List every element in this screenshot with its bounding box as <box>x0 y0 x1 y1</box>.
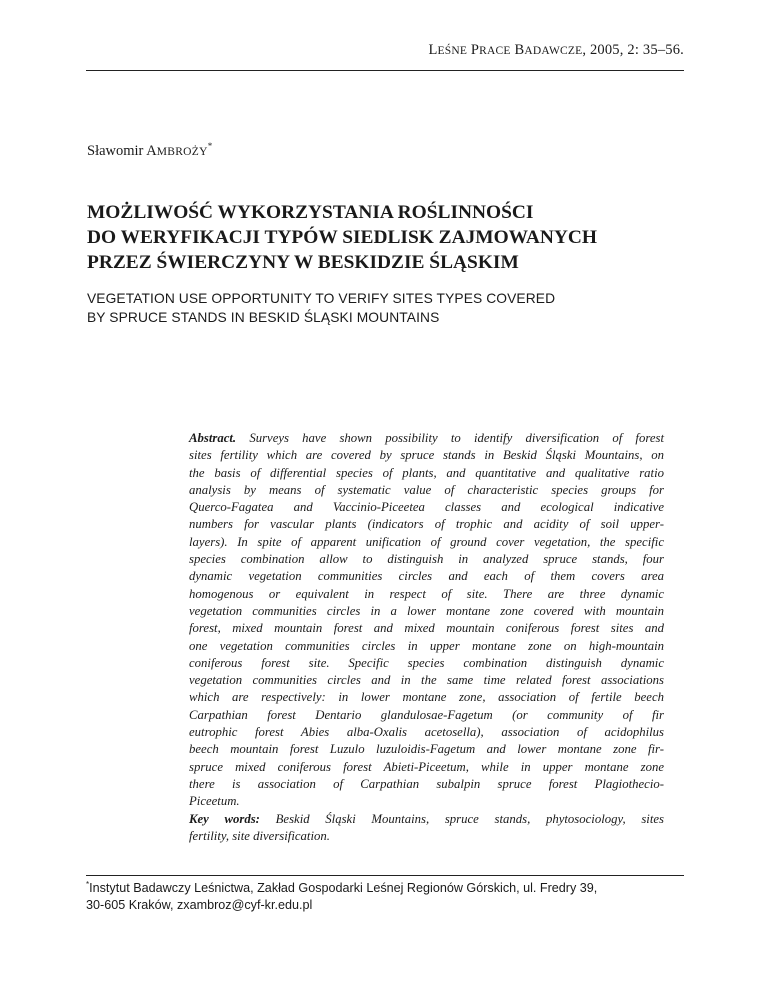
english-title-line-2: BY SPRUCE STANDS IN BESKID ŚLĄSKI MOUNTAINS <box>87 310 440 325</box>
running-head <box>86 41 684 60</box>
abstract-line: vegetation communities circles and in the same time related forest associations <box>189 673 664 688</box>
footnote-affiliation: Instytut Badawczy Leśnictwa, Zakład Gospodarki Leśnej Regionów Górskich, ul. Fredry 39, <box>89 881 598 895</box>
journal-citation: , 2005, 2: 35–56. <box>582 42 684 58</box>
keywords-first-line: Beskid Śląski Mountains, spruce stands, phytosociology, sites <box>275 811 664 826</box>
author-given-name: Sławomir <box>87 143 144 159</box>
title-line-3: PRZEZ ŚWIERCZYNY W BESKIDZIE ŚLĄSKIM <box>87 252 519 273</box>
abstract-line: numbers for vascular plants (indicators of trophic and acidity of soil upper- <box>189 517 664 532</box>
keywords-line <box>189 811 664 828</box>
footnote-line-1 <box>86 881 597 895</box>
abstract-line: which are respectively: in lower montane zone, association of fertile beech <box>189 690 664 705</box>
journal-name-b: B <box>514 42 525 58</box>
abstract-line: eutrophic forest Abies alba-Oxalis acetosella), association of acidophilus <box>189 725 664 740</box>
abstract-line: dynamic vegetation communities circles and each of them covers area <box>189 569 664 584</box>
keywords-second-line: fertility, site diversification. <box>189 828 330 843</box>
footnote-rule <box>86 875 684 876</box>
abstract-line: Querco-Fagatea and Vaccinio-Piceetea classes and ecological indicative <box>189 500 664 515</box>
title-line-1: MOŻLIWOŚĆ WYKORZYSTANIA ROŚLINNOŚCI <box>87 202 534 223</box>
abstract-line: layers). In spite of apparent unification of ground cover vegetation, the specific <box>189 534 664 549</box>
abstract-label: Abstract. <box>189 431 237 445</box>
paper-title <box>87 200 687 275</box>
abstract-line: coniferous forest site. Specific species combination distinguish dynamic <box>189 655 664 670</box>
abstract-line: vegetation communities circles in a lower montane zone covered with mountain <box>189 603 664 618</box>
author-surname-initial: A <box>146 143 157 159</box>
abstract-line: Piceetum. <box>189 794 240 809</box>
abstract-line: spruce mixed coniferous forest Abieti-Piceetum, while in upper montane zone <box>189 759 664 774</box>
abstract-line: beech mountain forest Luzulo luzuloidis-Fagetum and lower montane zone fir- <box>189 742 664 757</box>
journal-name-esne: EŚNE <box>437 45 468 57</box>
abstract-line: forest, mixed mountain forest and mixed mountain coniferous forest sites and <box>189 621 664 636</box>
author-line <box>87 142 212 161</box>
author-footnote-mark: * <box>207 141 213 151</box>
english-title-line-1: VEGETATION USE OPPORTUNITY TO VERIFY SITES TYPES COVERED <box>87 291 556 306</box>
abstract-line <box>189 430 664 447</box>
title-line-2: DO WERYFIKACJI TYPÓW SIEDLISK ZAJMOWANYCH <box>87 227 598 248</box>
abstract-line: one vegetation communities circles in upper montane zone on high-mountain <box>189 638 664 653</box>
abstract-line: there is association of Carpathian subalpin spruce forest Plagiothecio- <box>189 776 664 791</box>
journal-name-p: P <box>470 42 480 58</box>
author-surname-rest: MBROŻY <box>156 146 208 158</box>
footnote-line-2: 30-605 Kraków, zxambroz@cyf-kr.edu.pl <box>86 898 313 912</box>
journal-name-adawcze: ADAWCZE <box>524 45 583 57</box>
abstract-line: sites fertility which are covered by spruce stands in Beskid Śląski Mountains, on <box>189 448 664 463</box>
affiliation-footnote <box>86 880 686 914</box>
abstract-line: analysis by means of systematic value of characteristic species groups for <box>189 482 664 497</box>
keywords-label: Key words: <box>189 811 260 826</box>
journal-name-race: RACE <box>479 45 511 57</box>
english-title <box>87 289 687 327</box>
header-rule <box>86 70 684 71</box>
abstract-block <box>189 430 664 845</box>
abstract-line: Carpathian forest Dentario glandulosae-Fagetum (or community of fir <box>189 707 664 722</box>
abstract-first-line: Surveys have shown possibility to identify diversification of forest <box>249 431 665 445</box>
journal-name-l: L <box>428 42 438 58</box>
abstract-line: the basis of differential species of plants, and quantitative and qualitative ratio <box>189 465 664 480</box>
footnote-mark: * <box>86 880 90 889</box>
abstract-line: homogenous or equivalent in respect of site. There are three dynamic <box>189 586 664 601</box>
abstract-line: species combination allow to distinguish in analyzed spruce stands, four <box>189 552 664 567</box>
